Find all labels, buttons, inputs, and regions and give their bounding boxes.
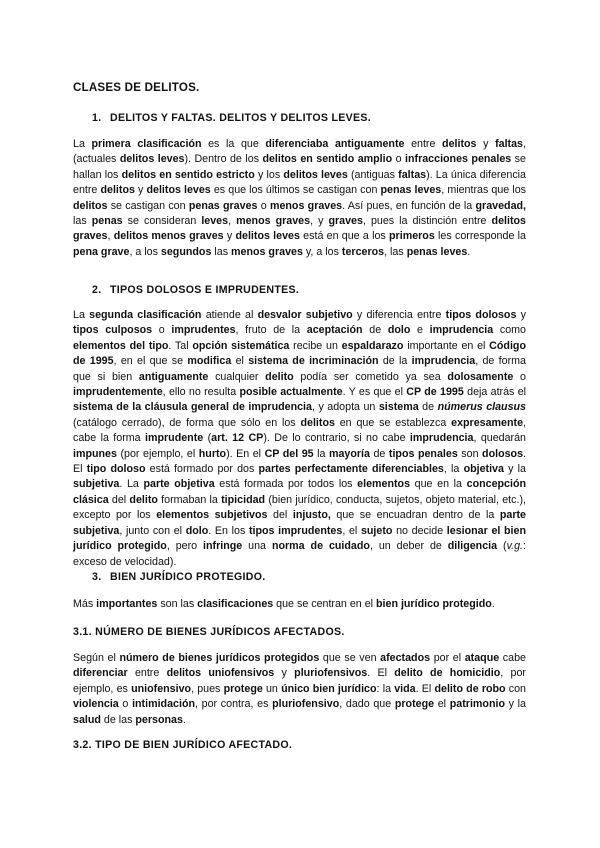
bold-text: importantes	[96, 598, 158, 610]
bold-text: faltas	[398, 168, 427, 181]
text-run: ). La única diferencia entre	[73, 168, 526, 197]
bold-text: mayoría	[328, 447, 370, 460]
bold-text: primeros	[389, 230, 435, 243]
bold-text: delitos leves	[146, 184, 211, 197]
text-run: y la	[504, 698, 526, 711]
text-run: , la	[443, 463, 464, 476]
bold-text: elementos del tipo	[73, 339, 169, 352]
bold-text: tipos culposos	[73, 324, 153, 337]
section-heading-1	[92, 112, 371, 124]
bold-text: delitos uniofensivos	[166, 667, 275, 680]
bold-text: desvalor subjetivo	[257, 309, 353, 321]
text-run: , un deber de	[369, 540, 448, 553]
bold-text: imprudencia	[409, 432, 474, 445]
text-run: (antiguas	[347, 168, 399, 181]
subsection-heading-3-1: 3.1. NÚMERO DE BIENES JURÍDICOS AFECTADOS.	[73, 626, 345, 638]
bold-text: personas	[135, 713, 183, 726]
bold-text: sistema	[378, 401, 419, 414]
bold-text: espaldarazo	[341, 339, 404, 352]
text-run: se castigan con	[107, 199, 189, 212]
bold-text: bien jurídico protegido	[376, 598, 492, 610]
paragraph	[73, 137, 526, 260]
bold-text: tipos dolosos	[445, 309, 517, 321]
bold-text: afectados	[380, 652, 431, 664]
bold-text: tipo doloso	[86, 463, 146, 476]
section-heading-2	[92, 284, 299, 296]
text-run: ). De lo contrario, si no cabe	[263, 432, 410, 445]
bold-text: delito de robo	[434, 682, 506, 695]
text-run: (	[497, 540, 507, 553]
bold-text: imprudencia	[411, 355, 476, 368]
text-run: que se ven	[319, 652, 381, 664]
text-run: de	[369, 447, 389, 460]
bold-text: delitos	[300, 416, 335, 429]
bold-text: primera clasificación	[91, 138, 202, 150]
bold-text: imprudente	[145, 432, 204, 445]
text-run: que en la	[410, 478, 467, 491]
text-run: está en que a los	[299, 230, 390, 243]
section-number: 2.	[92, 284, 102, 296]
italic-text: v.g.	[506, 540, 523, 553]
bold-text: delito	[265, 370, 294, 383]
bold-text: opción sistemática	[192, 339, 290, 352]
text-run: es que los últimos se castigan con	[210, 184, 381, 197]
text-run: recibe un	[289, 339, 342, 352]
bold-text: hurto	[198, 447, 227, 460]
text-run: formaban la	[157, 493, 222, 506]
text-run: importante en el	[403, 339, 490, 352]
text-run: cabe	[499, 652, 526, 664]
text-run: La	[73, 138, 92, 150]
bold-text: aceptación	[306, 324, 363, 337]
text-run: .	[182, 713, 186, 726]
text-run: cualquier	[208, 370, 266, 383]
text-run: de	[362, 324, 388, 337]
bold-text: protege	[223, 682, 263, 695]
text-run: , dado que	[339, 698, 395, 711]
text-run: : exceso de velocidad).	[73, 540, 526, 568]
text-run: o	[392, 153, 406, 166]
bold-text: infracciones penales	[405, 153, 512, 166]
bold-text: delitos	[100, 184, 135, 197]
bold-text: modifica	[187, 355, 232, 368]
text-run: e	[410, 324, 430, 337]
text-run: las	[73, 215, 92, 228]
text-run: .	[467, 245, 471, 258]
text-run: , fruto de la	[235, 324, 307, 337]
text-run: no decide	[392, 524, 447, 537]
bold-text: número de bienes jurídicos protegidos	[119, 652, 320, 664]
paragraph	[73, 651, 526, 728]
bold-text: penas graves	[188, 199, 258, 212]
text-run: es la que	[201, 138, 266, 150]
text-run: , por ejemplo, es	[73, 667, 526, 695]
text-run: por el	[430, 652, 465, 664]
bold-text: delitos	[73, 199, 108, 212]
text-run: , quedarán	[473, 432, 526, 445]
bold-text: subjetiva	[73, 478, 120, 491]
bold-text: dolo	[387, 324, 411, 337]
text-run: y	[223, 230, 236, 243]
document-title: CLASES DE DELITOS.	[73, 81, 200, 94]
bold-text: imprudentes	[171, 324, 236, 337]
bold-text: gravedad,	[475, 199, 527, 212]
bold-text: delitos en sentido estricto	[121, 168, 255, 181]
bold-text: impunes	[73, 447, 117, 460]
bold-text: clasificaciones	[197, 598, 274, 610]
text-run: está formada por todos los	[214, 478, 358, 491]
text-run: ,	[107, 230, 114, 243]
bold-text: objetiva	[463, 463, 504, 476]
bold-text: uniofensivo	[131, 682, 192, 695]
text-run: son	[457, 447, 483, 460]
text-run: atiende al	[201, 309, 258, 321]
text-run: o	[152, 324, 172, 337]
text-run: o	[257, 199, 270, 212]
text-run: o	[118, 698, 133, 711]
text-run: un	[262, 682, 282, 695]
text-run: : la	[376, 682, 395, 695]
text-run: (catálogo cerrado), de forma que sólo en los	[73, 416, 301, 429]
text-run: ,	[228, 215, 237, 228]
bold-text: delitos leves	[283, 168, 348, 181]
text-run: Según el	[73, 652, 120, 664]
bold-text: ataque	[464, 652, 500, 664]
text-run: (por ejemplo, el	[116, 447, 199, 460]
bold-text: menos graves	[231, 245, 303, 258]
text-run: les corresponde la	[434, 230, 526, 243]
text-run: , cabe la forma	[73, 416, 526, 445]
text-run: deja atrás el	[463, 386, 527, 399]
text-run: que se encuadran dentro de la	[330, 509, 500, 522]
bold-text: pena grave	[73, 245, 130, 258]
bold-text: parte subjetiva	[73, 509, 526, 537]
bold-text: dolosos	[482, 447, 524, 460]
bold-text: delitos leves	[119, 153, 185, 166]
text-run: , de forma que si bien	[73, 355, 526, 383]
bold-text: parte objetiva	[143, 478, 215, 491]
section-number: 3.	[92, 571, 102, 583]
bold-text: sistema de incriminación	[248, 355, 379, 368]
text-run: que se centran en el	[273, 598, 376, 610]
section-heading-text: BIEN JURÍDICO PROTEGIDO.	[110, 571, 266, 583]
bold-text: delitos leves	[235, 230, 300, 243]
text-run: las	[211, 245, 232, 258]
text-run: entre	[127, 667, 167, 680]
text-run: se consideran	[122, 215, 202, 228]
bold-text: posible actualmente	[239, 386, 343, 399]
text-run: . La	[119, 478, 144, 491]
bold-text: imprudentemente	[73, 386, 163, 399]
text-run: . El	[367, 667, 395, 680]
bold-text: elementos subjetivos	[156, 509, 268, 522]
text-run: y la	[503, 463, 526, 476]
bold-text: CP del 95	[264, 447, 314, 460]
bold-text: vida	[394, 682, 416, 695]
section-heading-3	[92, 571, 266, 583]
bold-text: violencia	[73, 698, 119, 711]
text-run: el	[231, 355, 249, 368]
bold-text: segundos	[160, 245, 212, 258]
text-run: , pero	[166, 540, 204, 553]
bold-text: infringe	[203, 540, 243, 553]
text-run: se hallan los	[73, 153, 526, 181]
paragraph	[73, 308, 526, 570]
paragraph	[73, 597, 526, 612]
bold-text: Código de 1995	[73, 339, 526, 368]
bold-text: tipos imprudentes	[248, 524, 343, 537]
text-run: , pues	[191, 682, 224, 695]
bold-text: partes perfectamente diferenciables	[258, 463, 444, 476]
bold-text: delito de homicidio	[394, 667, 501, 680]
text-run: (	[203, 432, 212, 445]
text-run: del	[267, 509, 293, 522]
bold-text: penas leves	[406, 245, 468, 258]
text-run: está formado por dos	[145, 463, 259, 476]
bold-text	[438, 401, 526, 413]
text-run: , las	[384, 245, 407, 258]
text-run: de	[418, 401, 438, 414]
text-run: . En los	[208, 524, 249, 537]
bold-text: diferenciar	[73, 667, 128, 680]
text-run: y	[516, 309, 526, 321]
bold-text: dolo	[185, 524, 209, 537]
text-run: la	[313, 447, 329, 460]
text-run: de la	[378, 355, 412, 368]
text-run: ). Dentro de los	[184, 153, 263, 166]
bold-text: patrimonio	[449, 698, 505, 711]
text-run: , ello no resulta	[162, 386, 240, 399]
text-run: , en el que se	[113, 355, 188, 368]
text-run: , pues la distinción entre	[362, 215, 492, 228]
bold-text: penas leves	[380, 184, 442, 197]
text-run: y diferencia entre	[352, 309, 446, 321]
text-run: Más	[73, 598, 97, 610]
text-run: de las	[100, 713, 136, 726]
text-run: .	[491, 598, 495, 610]
text-run: La	[73, 309, 90, 321]
bold-text: injusto,	[292, 509, 331, 522]
text-run: , junto con el	[119, 524, 186, 537]
text-run: , y	[310, 215, 329, 228]
bold-text: pluriofensivo	[272, 698, 340, 711]
text-run: ). En el	[226, 447, 265, 460]
bold-text: pluriofensivos	[294, 667, 368, 680]
bold-text: segunda clasificación	[89, 309, 202, 321]
bold-text: delitos en sentido amplio	[262, 153, 393, 166]
text-run: , por contra, es	[195, 698, 273, 711]
bold-text: tipicidad	[221, 493, 266, 506]
bold-text: leves	[201, 215, 229, 228]
bold-text: graves	[328, 215, 363, 228]
bold-text: art. 12 CP	[211, 432, 264, 445]
text-run: en que se establezca	[334, 416, 452, 429]
text-run: y	[274, 667, 295, 680]
bold-text: diligencia	[447, 540, 498, 553]
bold-text: sujeto	[360, 524, 393, 537]
bold-text: intimidación	[132, 698, 196, 711]
bold-text: salud	[73, 713, 101, 726]
text-run: . Tal	[168, 339, 193, 352]
text-run: y	[134, 184, 147, 197]
text-run: . Y es que el	[342, 386, 407, 399]
bold-text: terceros	[341, 245, 385, 258]
text-run: una	[242, 540, 272, 553]
text-run: podía ser cometido ya sea	[293, 370, 448, 383]
bold-text: menos graves	[236, 215, 311, 228]
bold-text: norma de cuidado	[271, 540, 370, 553]
bold-text: delitos graves	[73, 215, 526, 243]
text-run: , y adopta un	[311, 401, 379, 414]
section-number: 1.	[92, 112, 102, 124]
italic-text: númerus clausus	[437, 401, 526, 414]
bold-text: dolosamente	[447, 370, 514, 383]
bold-text: CP de 1995	[406, 386, 464, 399]
bold-text: tipos penales	[388, 447, 458, 460]
bold-text: delitos	[442, 138, 477, 150]
text-run: , el	[342, 524, 361, 537]
bold-text: penas	[91, 215, 123, 228]
text-run: y los	[254, 168, 284, 181]
bold-text: diferenciaba antiguamente	[265, 138, 405, 150]
text-run: y	[476, 138, 496, 150]
text-run: con	[505, 682, 527, 695]
bold-text: expresamente	[451, 416, 524, 429]
bold-text: delito	[129, 493, 158, 506]
text-run: . El	[415, 682, 435, 695]
bold-text: protege	[394, 698, 435, 711]
bold-text: antiguamente	[138, 370, 209, 383]
text-run: entre	[404, 138, 443, 150]
text-run: , mientras que los	[441, 184, 526, 197]
bold-text: sistema de la cláusula general de imprudencia	[73, 401, 312, 414]
bold-text: delitos menos graves	[113, 230, 224, 243]
bold-text: elementos	[357, 478, 411, 491]
text-run: (bien jurídico, conducta, sujetos, objeto material, etc.), excepto por los	[73, 493, 526, 522]
bold-text: imprudencia	[429, 324, 494, 337]
section-heading-text: TIPOS DOLOSOS E IMPRUDENTES.	[110, 284, 300, 296]
text-run: del	[108, 493, 130, 506]
bold-text: concepción clásica	[73, 478, 527, 506]
section-heading-text: DELITOS Y FALTAS. DELITOS Y DELITOS LEVES.	[110, 112, 372, 124]
bold-text: menos graves	[269, 199, 343, 212]
text-run: o	[513, 370, 526, 383]
text-run: el	[434, 698, 450, 711]
text-run: y, a los	[302, 245, 342, 258]
text-run: . El	[73, 447, 527, 476]
bold-text: faltas	[495, 138, 523, 150]
text-run: como	[493, 324, 526, 337]
subsection-heading-3-2: 3.2. TIPO DE BIEN JURÍDICO AFECTADO.	[73, 739, 293, 751]
text-run: . Así pues, en función de la	[342, 199, 476, 212]
bold-text: lesionar el bien jurídico protegido	[73, 524, 526, 553]
text-run: , (actuales	[73, 138, 526, 166]
text-run: son las	[157, 598, 198, 610]
text-run: , a los	[129, 245, 161, 258]
bold-text: único bien jurídico	[281, 682, 377, 695]
